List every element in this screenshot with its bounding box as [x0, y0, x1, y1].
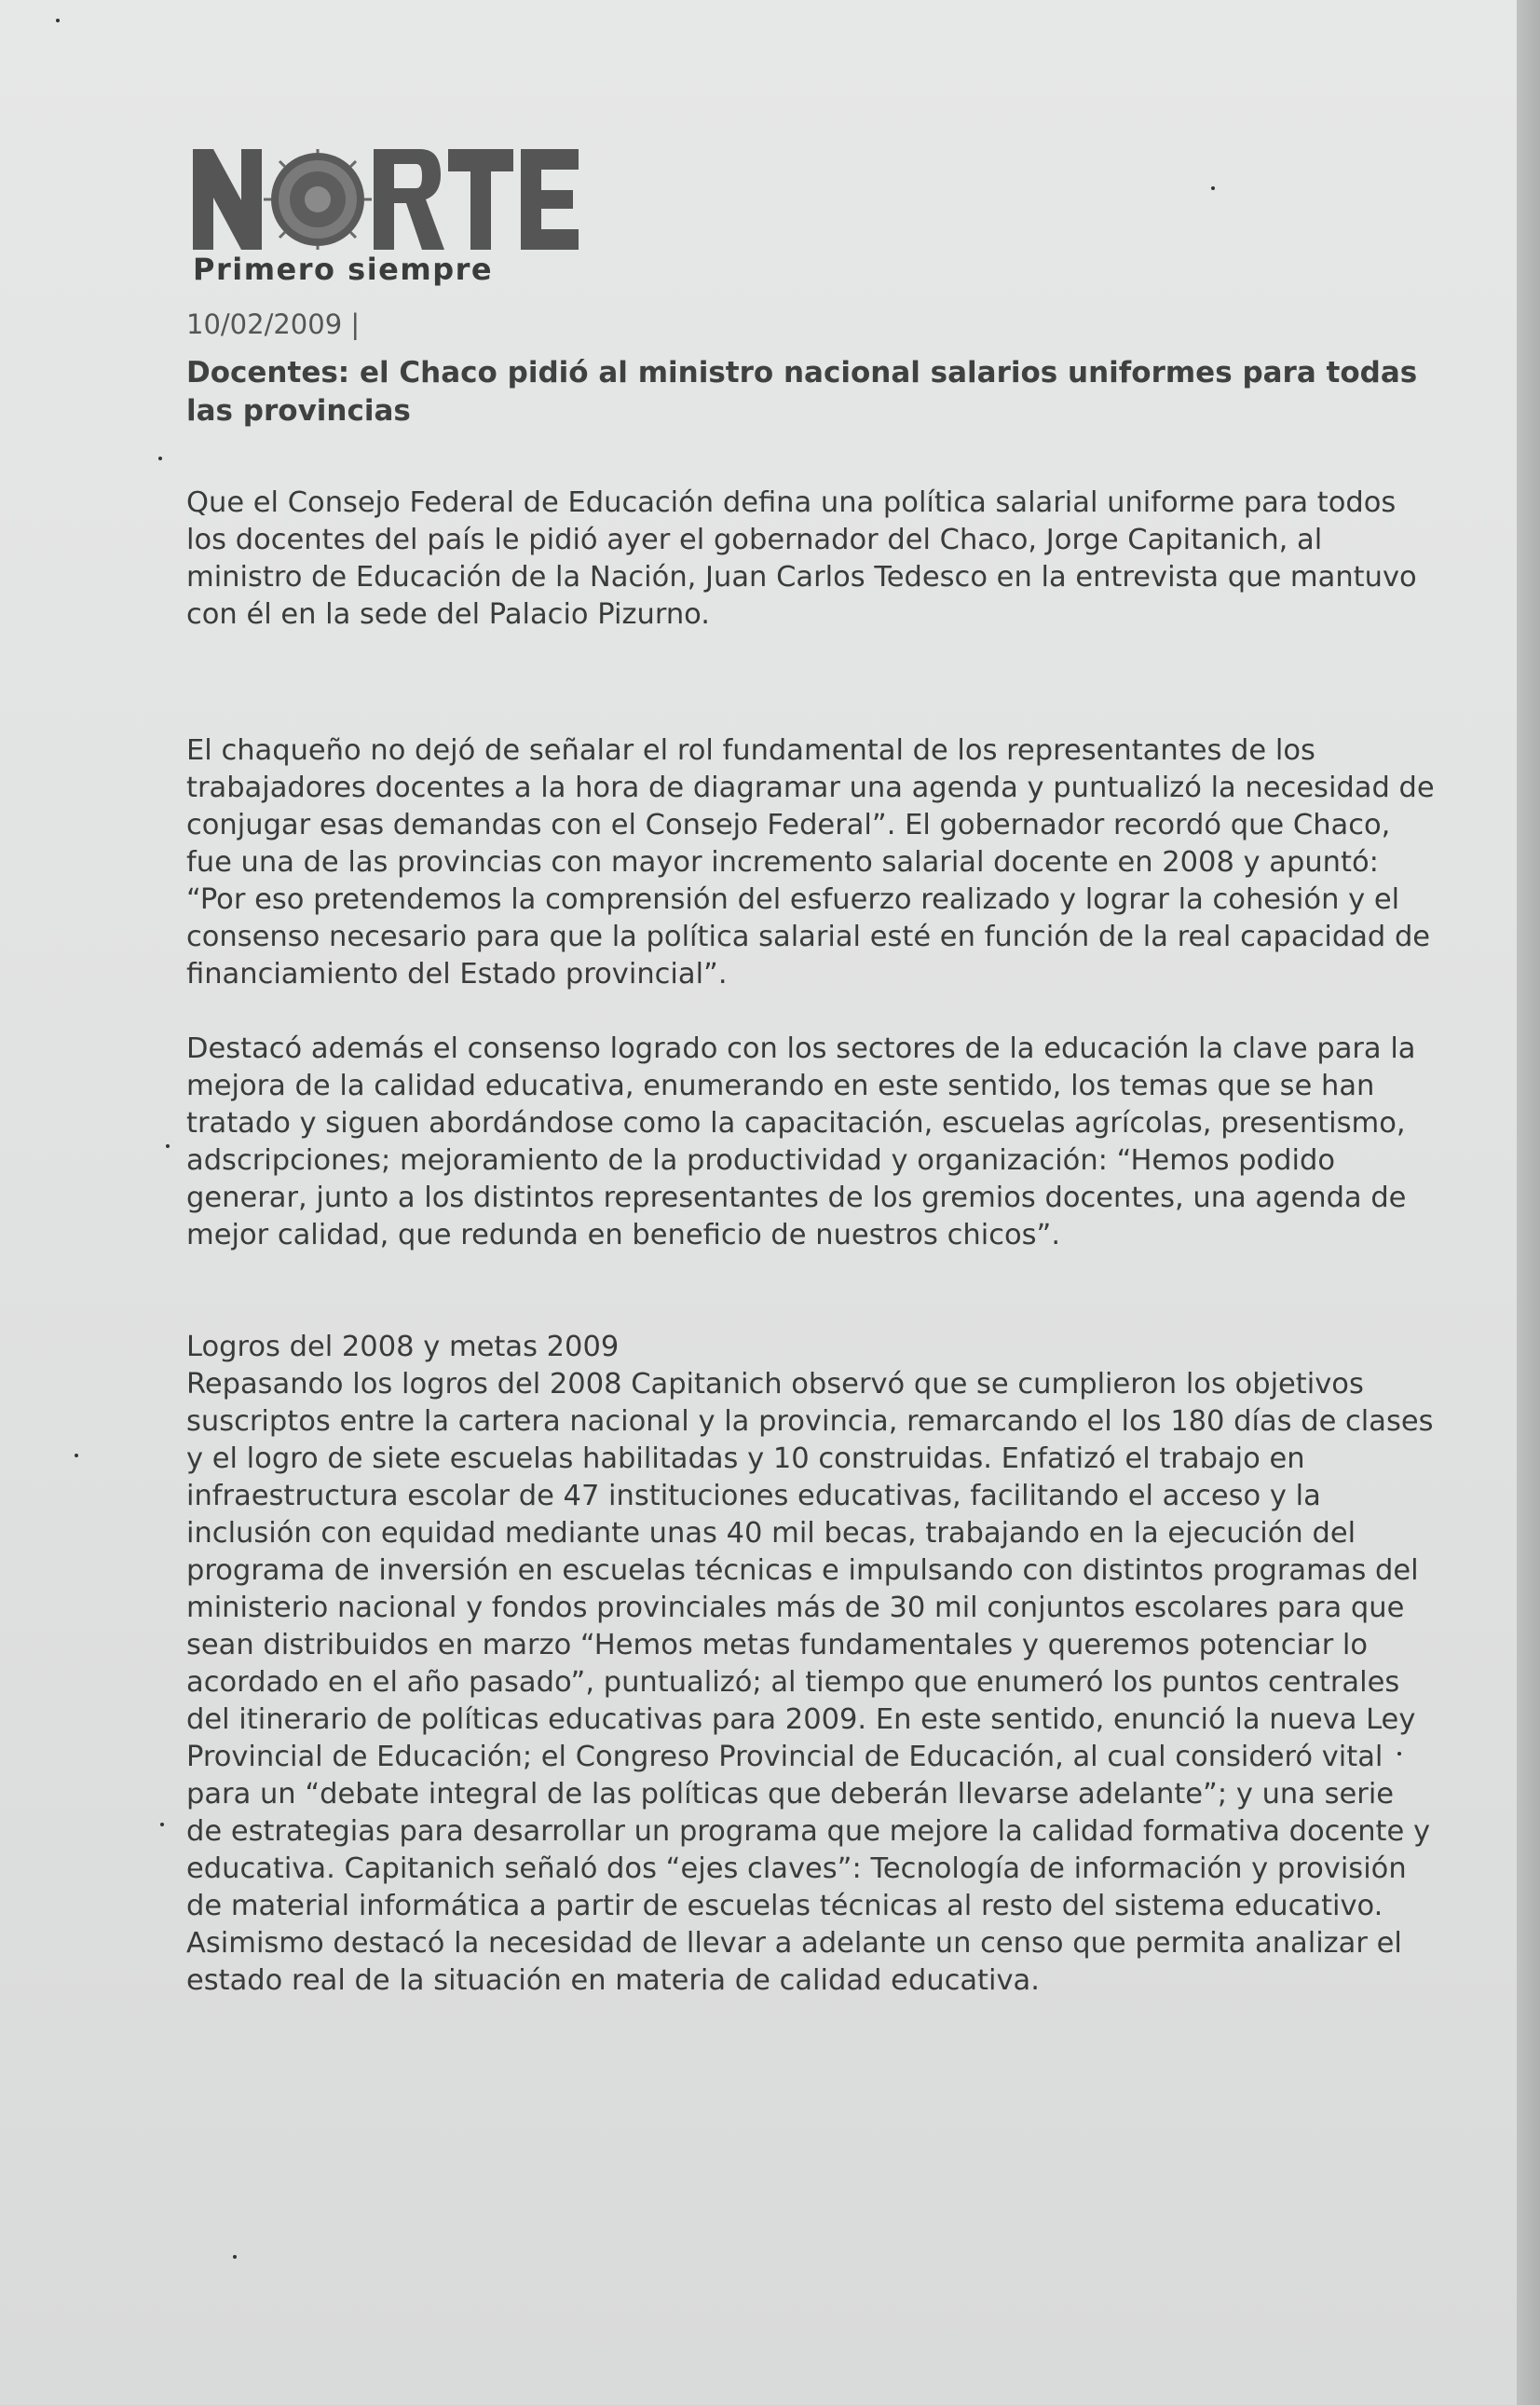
masthead-tagline: Primero siempre: [193, 252, 494, 287]
scan-speck: [233, 2255, 237, 2259]
article-headline: Docentes: el Chaco pidió al ministro nacional salarios uniformes para todas las provincias: [186, 356, 1418, 428]
article-paragraph: Logros del 2008 y metas 2009 Repasando los logros del 2008 Capitanich observó que se cumplieron los objetivos suscriptos entre la cartera nacional y la provincia, remarcando el los 180 días de clases y el logro de siete escuelas habilitadas y 10 construidas. Enfatizó el trabajo en infraestructura escolar de 47 instituciones educativas, facilitando el acceso y la inclusión con equidad mediante unas 40 mil becas, trabajando en la ejecución del programa de inversión en escuelas técnicas e impulsando con distintos programas del ministerio nacional y fondos provinciales más de 30 mil conjuntos escolares para que sean distribuidos en marzo “Hemos metas fundamentales y queremos potenciar lo acordado en el año pasado”, puntualizó; al tiempo que enumeró los puntos centrales del itinerario de políticas educativas para 2009. En este sentido, enunció la nueva Ley Provincial de Educación; el Congreso Provincial de Educación, al cual consideró vital para un “debate integral de las políticas que deberán llevarse adelante”; y una serie de estrategias para desarrollar un programa que mejore la calidad formativa docente y educativa. Capitanich señaló dos “ejes claves”: Tecnología de información y provisión de material informática a partir de escuelas técnicas al resto del sistema educativo. Asimismo destacó la necesidad de llevar a adelante un censo que permita analizar el estado real de la situación en materia de calidad educativa.: [186, 1331, 1434, 1997]
article-paragraph: Que el Consejo Federal de Educación defina una política salarial uniforme para todos los docentes del país le pidió ayer el gobernador del Chaco, Jorge Capitanich, al ministro de Educación de la Nación, Juan Carlos Tedesco en la entrevista que mantuvo con él en la sede del Palacio Pizurno.: [186, 486, 1417, 631]
scan-speck: [1211, 186, 1215, 190]
scan-speck: [166, 1144, 170, 1148]
scan-speck: [160, 1823, 164, 1826]
norte-logo-graphic: [193, 149, 584, 250]
article-paragraph: Destacó además el consenso logrado con los sectores de la educación la clave para la mejora de la calidad educativa, enumerando en este sentido, los temas que se han tratado y siguen abordándose como la capacitación, escuelas agrícolas, presentismo, adscripciones; mejoramiento de la productividad y organización: “Hemos podido generar, junto a los distintos representantes de los gremios docentes, una agenda de mejor calidad, que redunda en beneficio de nuestros chicos”.: [186, 1032, 1416, 1251]
page-edge-shadow: [1517, 0, 1540, 2405]
article-paragraph: El chaqueño no dejó de señalar el rol fundamental de los representantes de los trabajadores docentes a la hora de diagramar una agenda y puntualizó la necesidad de conjugar esas demandas con el Consejo Federal”. El gobernador recordó que Chaco, fue una de las provincias con mayor incremento salarial docente en 2008 y apuntó: “Por eso pretendemos la comprensión del esfuerzo realizado y lograr la cohesión y el consenso necesario para que la política salarial esté en función de la real capacidad de financiamiento del Estado provincial”.: [186, 734, 1435, 991]
masthead-logo: [193, 149, 584, 289]
scan-speck: [75, 1454, 78, 1457]
scan-speck: [158, 457, 162, 460]
article-date: 10/02/2009 |: [186, 308, 361, 340]
scan-speck: [56, 19, 60, 22]
